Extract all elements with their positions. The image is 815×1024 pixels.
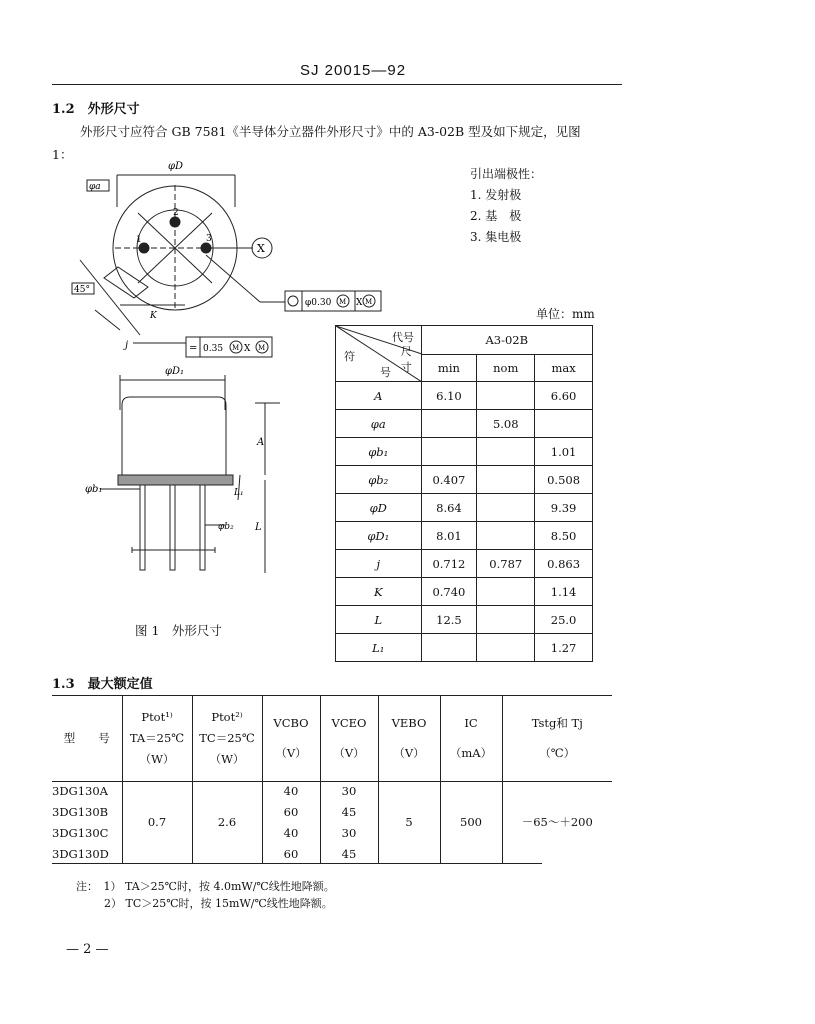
header-vceo-unit: （V） (333, 746, 365, 760)
dim-L1: L₁ (234, 488, 244, 498)
vceo-value: 30 (320, 780, 378, 801)
row-nom: 5.08 (477, 410, 535, 438)
pin-label-1: 1 (136, 235, 142, 245)
row-nom (477, 606, 535, 634)
table-diagonal-header (336, 326, 422, 382)
row-min (421, 438, 477, 466)
header-vceo-cell (320, 696, 378, 780)
vcbo-value: 60 (262, 801, 320, 822)
row-nom (477, 578, 535, 606)
vebo-value: 5 (378, 780, 440, 864)
table-row (336, 634, 593, 662)
header-vebo-unit: （V） (393, 746, 425, 760)
header-ptot1-cond: TA＝25℃ (129, 730, 185, 745)
section-1-2-paragraph: 外形尺寸应符合 GB 7581《半导体分立器件外形尺寸》中的 A3-02B 型及如下规定，见图 (80, 124, 581, 139)
document-number: SJ 20015—92 (300, 62, 407, 79)
row-min (421, 410, 477, 438)
header-tstg-cell (502, 696, 612, 780)
header-ptot2: Ptot²⁾ (211, 709, 243, 724)
vcbo-value: 40 (262, 822, 320, 843)
vcbo-value: 40 (262, 780, 320, 801)
dim-j: j (125, 340, 129, 351)
section-1-2-title: 1.2 外形尺寸 (52, 102, 140, 117)
header-vceo: VCEO (331, 716, 367, 730)
ptot2-value: 2.6 (192, 780, 262, 864)
note-1: 注： 1） TA＞25℃时，按 4.0mW/℃线性地降额。 (76, 880, 335, 893)
row-nom (477, 522, 535, 550)
header-ptot2-unit: （W） (209, 751, 245, 766)
row-nom (477, 494, 535, 522)
row-symbol: K (336, 578, 422, 606)
table-row (336, 578, 593, 606)
unit-label: 单位：mm (536, 307, 595, 321)
pin-2-base: 2. 基 极 (470, 209, 522, 223)
row-symbol: L₁ (336, 634, 422, 662)
header-size: 尺 寸 (400, 345, 423, 374)
table-row (52, 780, 612, 801)
header-symbol: 符 (344, 350, 355, 363)
dim-phi-b2: φb₂ (218, 522, 234, 532)
row-nom (477, 382, 535, 410)
row-nom (477, 634, 535, 662)
table-row (336, 410, 593, 438)
header-type: 型 号 (52, 696, 122, 780)
dim-45-deg: 45° (74, 285, 90, 295)
header-vcbo: VCBO (273, 716, 309, 730)
pin-1-emitter: 1. 发射极 (470, 188, 522, 202)
header-rule (52, 84, 622, 85)
row-nom: 0.787 (477, 550, 535, 578)
row-min: 0.740 (421, 578, 477, 606)
dimensions-table (335, 325, 593, 662)
row-min: 12.5 (421, 606, 477, 634)
section-1-3-title: 1.3 最大额定值 (52, 677, 153, 692)
row-max: 1.14 (535, 578, 593, 606)
row-symbol: L (336, 606, 422, 634)
symmetry-tolerance: 0.35 (203, 344, 224, 354)
tol1-datum-modifier: M (365, 298, 373, 306)
row-nom (477, 466, 535, 494)
row-symbol: A (336, 382, 422, 410)
tol2-datum-modifier: M (258, 344, 266, 352)
tol1-datum: X (356, 298, 363, 308)
row-symbol: φa (336, 410, 422, 438)
header-nom: nom (477, 355, 535, 382)
table-row (336, 494, 593, 522)
table-row (336, 466, 593, 494)
dim-k: K (150, 311, 157, 321)
table-row (336, 550, 593, 578)
position-tolerance: φ0.30 (305, 298, 332, 308)
header-vebo-cell (378, 696, 440, 780)
header-ic-cell (440, 696, 502, 780)
header-ic-unit: （mA） (449, 746, 493, 760)
pin-3-collector: 3. 集电极 (470, 230, 522, 244)
row-max (535, 410, 593, 438)
dim-phi-b1: φb₁ (85, 484, 103, 495)
table-row (336, 438, 593, 466)
row-max: 8.50 (535, 522, 593, 550)
header-tstg-unit: （℃） (539, 746, 576, 760)
row-min: 0.712 (421, 550, 477, 578)
datum-x: X (257, 242, 265, 255)
row-max: 6.60 (535, 382, 593, 410)
row-max: 25.0 (535, 606, 593, 634)
row-max: 1.01 (535, 438, 593, 466)
type-name: 3DG130A (52, 780, 122, 801)
row-min (421, 634, 477, 662)
header-ptot1: Ptot¹⁾ (141, 709, 173, 724)
row-symbol: φD (336, 494, 422, 522)
page-number: — 2 — (66, 942, 109, 957)
pin-polarity-title: 引出端极性： (470, 167, 543, 181)
header-code: 代号 (392, 331, 414, 344)
dim-L: L (255, 522, 262, 533)
row-min: 0.407 (421, 466, 477, 494)
type-name: 3DG130D (52, 843, 122, 864)
type-name: 3DG130B (52, 801, 122, 822)
dim-A: A (257, 437, 265, 448)
header-hao: 号 (380, 366, 391, 379)
header-ptot1-cell (122, 696, 192, 780)
row-min: 6.10 (421, 382, 477, 410)
section-1-2-paragraph-cont: 1： (52, 147, 73, 162)
table-row (336, 522, 593, 550)
ic-value: 500 (440, 780, 502, 864)
row-max: 9.39 (535, 494, 593, 522)
vceo-value: 45 (320, 843, 378, 864)
row-max: 0.863 (535, 550, 593, 578)
header-vebo: VEBO (391, 716, 427, 730)
tstg-value: －65～＋200 (521, 815, 593, 829)
header-model: A3-02B (421, 326, 592, 355)
row-min: 8.64 (421, 494, 477, 522)
tol1-modifier: M (339, 298, 347, 306)
header-ptot1-unit: （W） (139, 751, 175, 766)
header-vcbo-cell (262, 696, 320, 780)
dim-phi-D: φD (168, 161, 184, 172)
tol2-datum: X (244, 344, 251, 354)
tol2-modifier: M (232, 344, 240, 352)
header-tstg: Tstg和 Tj (531, 716, 583, 730)
vceo-value: 30 (320, 822, 378, 843)
header-ic: IC (464, 716, 478, 730)
figure-caption: 图 1 外形尺寸 (135, 623, 222, 638)
type-name: 3DG130C (52, 822, 122, 843)
header-min: min (421, 355, 477, 382)
row-min: 8.01 (421, 522, 477, 550)
max-ratings-table (52, 696, 612, 864)
header-ptot2-cond: TC＝25℃ (199, 730, 255, 745)
vceo-value: 45 (320, 801, 378, 822)
row-symbol: j (336, 550, 422, 578)
header-max: max (535, 355, 593, 382)
dim-phi-a: φa (89, 182, 101, 192)
table-row (336, 382, 593, 410)
row-nom (477, 438, 535, 466)
pin-label-2: 2 (173, 208, 179, 218)
row-max: 0.508 (535, 466, 593, 494)
ptot1-value: 0.7 (122, 780, 192, 864)
vcbo-value: 60 (262, 843, 320, 864)
symmetry-symbol: = (189, 343, 198, 354)
row-symbol: φb₁ (336, 438, 422, 466)
header-ptot2-cell (192, 696, 262, 780)
note-2: 2） TC＞25℃时，按 15mW/℃线性地降额。 (104, 897, 333, 910)
row-symbol: φb₂ (336, 466, 422, 494)
row-max: 1.27 (535, 634, 593, 662)
row-symbol: φD₁ (336, 522, 422, 550)
pin-label-3: 3 (206, 234, 212, 244)
dim-phi-D1: φD₁ (165, 366, 185, 377)
table-row (336, 606, 593, 634)
header-vcbo-unit: （V） (275, 746, 307, 760)
